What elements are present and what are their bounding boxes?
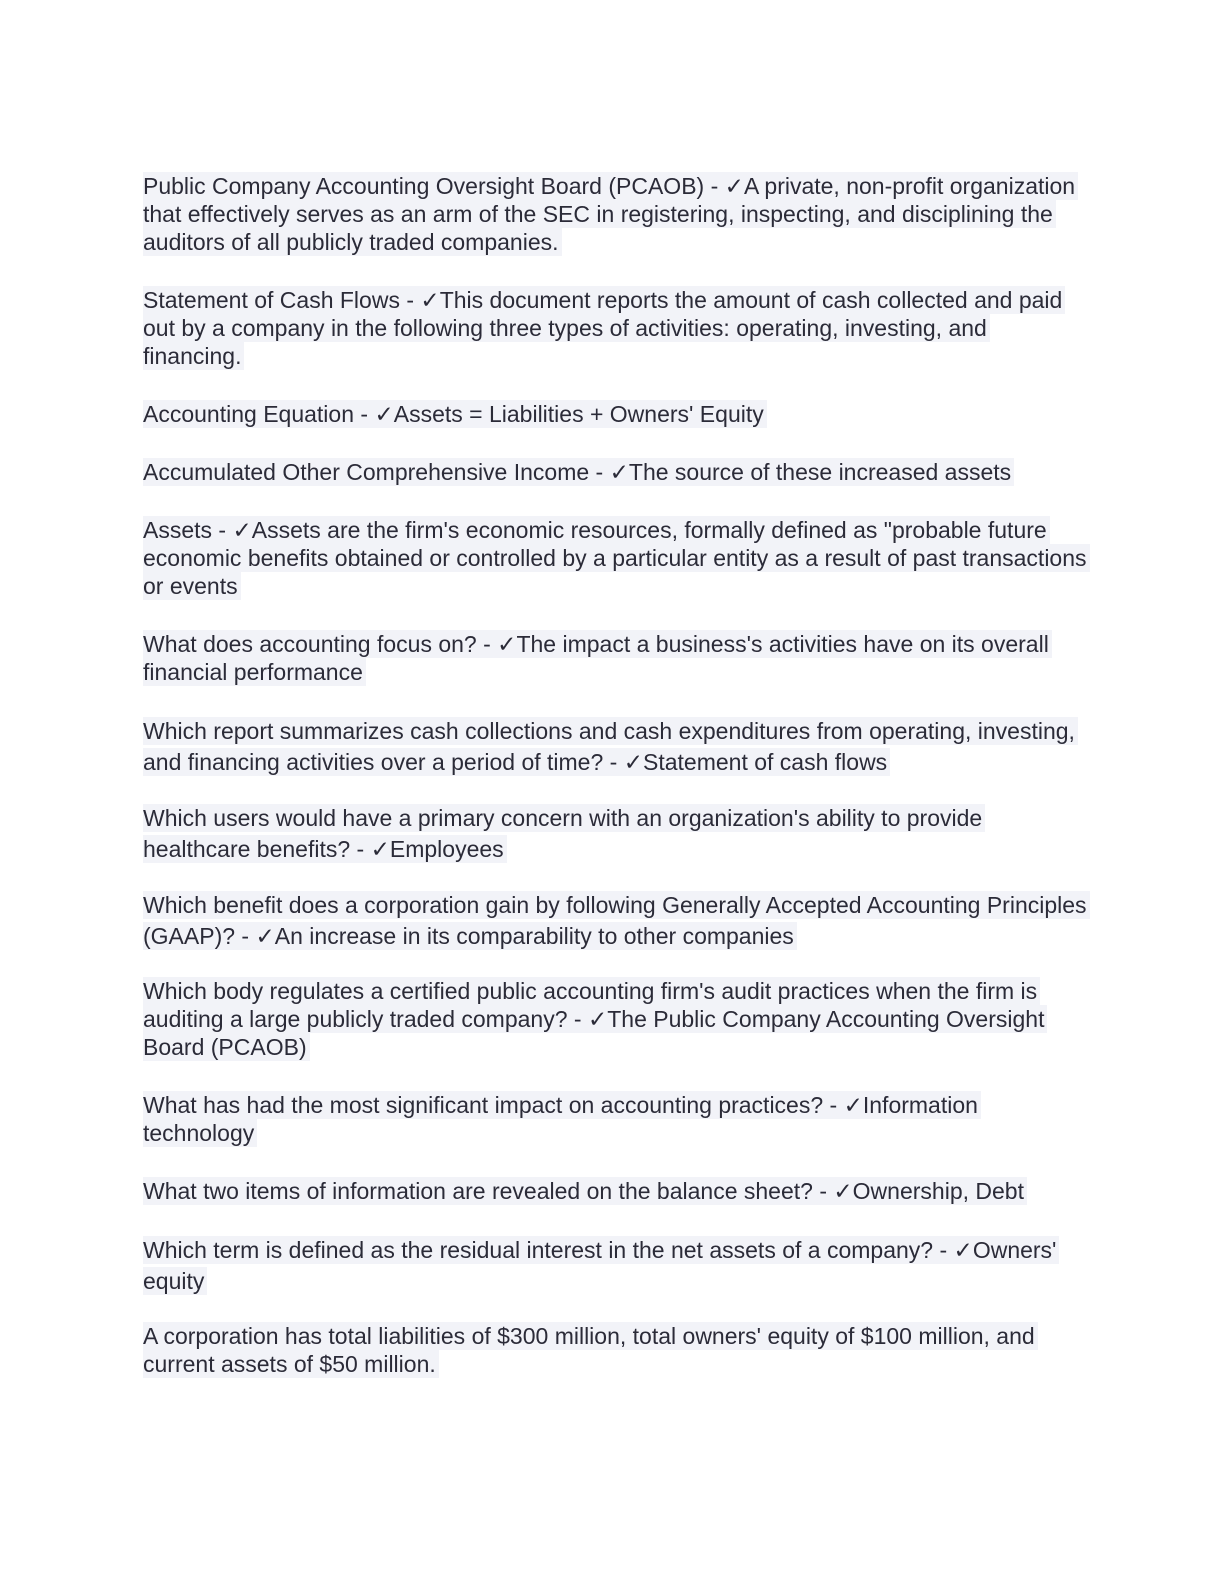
entry-term: Which benefit does a corporation gain by following Generally Accepted Accounting Principles (GAAP)? [143, 892, 1087, 949]
separator: - [235, 923, 256, 949]
entry-answer: Employees [389, 836, 504, 862]
check-icon: ✓ [587, 1006, 608, 1032]
separator: - [399, 287, 421, 313]
entry-statement-of-cash-flows [143, 286, 1088, 370]
check-icon: ✓ [843, 1092, 863, 1118]
entry-healthcare-users [143, 803, 1088, 865]
separator: - [933, 1237, 954, 1263]
entry-answer: Assets are the firm's economic resources, formally defined as "probable future economic benefits obtained or controlled by a particular entity as a result of past transactions or events [143, 517, 1087, 599]
entry-term: What has had the most significant impact on accounting practices? [143, 1092, 824, 1118]
entry-cash-report [143, 716, 1088, 778]
entry-answer: Ownership, Debt [852, 1178, 1024, 1204]
entry-residual-interest [143, 1235, 1088, 1297]
entry-answer: Assets = Liabilities + Owners' Equity [393, 401, 764, 427]
entry-term: Which term is defined as the residual interest in the net assets of a company? [143, 1237, 934, 1263]
entry-term: Which report summarizes cash collections and cash expenditures from operating, investing, and financing activities over a period of time? [143, 718, 1075, 775]
separator: - [350, 836, 371, 862]
entry-corporation-question [143, 1322, 1088, 1378]
entry-term: Public Company Accounting Oversight Board (PCAOB) [143, 173, 705, 199]
entry-gaap-benefit [143, 890, 1088, 952]
flashcard-list [143, 172, 1088, 1408]
separator: - [704, 173, 725, 199]
entry-answer: A private, non-profit organization that effectively serves as an arm of the SEC in registering, inspecting, and disciplining the auditors of all publicly traded companies. [143, 173, 1076, 255]
separator: - [823, 1092, 844, 1118]
entry-answer: Information technology [143, 1092, 978, 1146]
check-icon: ✓ [232, 517, 252, 543]
entry-significant-impact [143, 1091, 1088, 1147]
trailing-text: A corporation has total liabilities of $300 million, total owners' equity of $100 million, and current assets of $50 million. [143, 1322, 1038, 1378]
entry-accounting-equation [143, 400, 1088, 428]
entry-answer: The impact a business's activities have on its overall financial performance [143, 631, 1049, 685]
entry-assets [143, 516, 1088, 600]
check-icon: ✓ [953, 1237, 973, 1263]
entry-term: Which users would have a primary concern with an organization's ability to provide healthcare benefits? [143, 805, 983, 862]
entry-answer: Owners' equity [143, 1237, 1057, 1294]
entry-term: Which body regulates a certified public accounting firm's audit practices when the firm is auditing a large publicly traded company? [143, 978, 1038, 1032]
check-icon: ✓ [374, 401, 394, 427]
entry-answer: The source of these increased assets [628, 459, 1012, 485]
entry-answer: An increase in its comparability to other companies [274, 923, 794, 949]
entry-accounting-focus [143, 630, 1088, 686]
separator: - [476, 631, 498, 657]
entry-balance-sheet [143, 1177, 1088, 1205]
entry-answer: Statement of cash flows [643, 749, 888, 775]
check-icon: ✓ [370, 836, 390, 862]
separator: - [212, 517, 233, 543]
check-icon: ✓ [833, 1178, 853, 1204]
separator: - [603, 749, 624, 775]
entry-aoci [143, 458, 1088, 486]
check-icon: ✓ [609, 459, 629, 485]
entry-term: Statement of Cash Flows [143, 287, 400, 313]
separator: - [354, 401, 375, 427]
check-icon: ✓ [623, 749, 643, 775]
check-icon: ✓ [420, 287, 440, 313]
entry-answer: This document reports the amount of cash collected and paid out by a company in the following three types of activities: operating, investing, and financing. [143, 287, 1063, 369]
entry-regulating-body [143, 977, 1088, 1061]
entry-term: Assets [143, 517, 213, 543]
entry-pcaob [143, 172, 1088, 256]
entry-term: Accumulated Other Comprehensive Income [143, 459, 590, 485]
entry-answer: The Public Company Accounting Oversight Board (PCAOB) [143, 1006, 1045, 1060]
check-icon: ✓ [497, 631, 517, 657]
check-icon: ✓ [724, 173, 744, 199]
entry-term: Accounting Equation [143, 401, 354, 427]
separator: - [589, 459, 610, 485]
check-icon: ✓ [255, 923, 275, 949]
entry-term: What does accounting focus on? [143, 631, 477, 657]
entry-term: What two items of information are revealed on the balance sheet? [143, 1178, 813, 1204]
separator: - [567, 1006, 588, 1032]
separator: - [812, 1178, 834, 1204]
